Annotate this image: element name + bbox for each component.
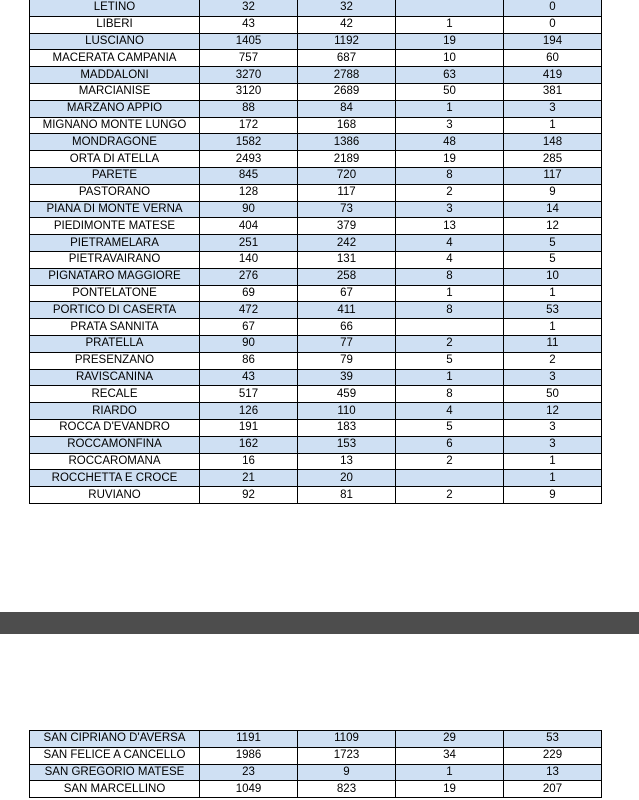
table-body-top [30,0,602,503]
value-b-cell: 687 [298,50,396,67]
comune-cell: SAN MARCELLINO [30,781,200,798]
value-c-cell: 8 [396,386,504,403]
value-d-cell: 229 [504,747,602,764]
value-a-cell: 1049 [200,781,298,798]
value-a-cell: 126 [200,403,298,420]
value-c-cell: 2 [396,453,504,470]
value-c-cell: 10 [396,50,504,67]
value-c-cell: 13 [396,218,504,235]
value-d-cell: 12 [504,403,602,420]
value-c-cell: 1 [396,764,504,781]
table-row [30,369,602,386]
comune-cell: MARZANO APPIO [30,100,200,117]
table-row [30,302,602,319]
comune-cell: ORTA DI ATELLA [30,151,200,168]
value-c-cell: 1 [396,369,504,386]
value-a-cell: 92 [200,487,298,504]
value-a-cell: 43 [200,16,298,33]
page-separator [0,612,639,634]
value-d-cell: 3 [504,100,602,117]
value-c-cell [396,470,504,487]
value-b-cell: 1109 [298,731,396,748]
value-c-cell: 2 [396,335,504,352]
value-b-cell: 1386 [298,134,396,151]
value-b-cell: 2689 [298,83,396,100]
value-b-cell: 242 [298,235,396,252]
table-row [30,470,602,487]
value-c-cell: 8 [396,268,504,285]
value-a-cell: 23 [200,764,298,781]
value-d-cell: 53 [504,302,602,319]
value-b-cell: 258 [298,268,396,285]
table-row [30,117,602,134]
value-c-cell: 48 [396,134,504,151]
value-c-cell: 4 [396,251,504,268]
value-a-cell: 3270 [200,67,298,84]
comune-cell: MADDALONI [30,67,200,84]
value-a-cell: 172 [200,117,298,134]
value-b-cell: 168 [298,117,396,134]
comune-cell: RIARDO [30,403,200,420]
comune-cell: RAVISCANINA [30,369,200,386]
value-d-cell: 10 [504,268,602,285]
value-c-cell: 50 [396,83,504,100]
table-row [30,453,602,470]
value-b-cell: 13 [298,453,396,470]
value-b-cell: 1723 [298,747,396,764]
value-b-cell: 42 [298,16,396,33]
value-c-cell: 29 [396,731,504,748]
value-a-cell: 43 [200,369,298,386]
value-b-cell: 183 [298,419,396,436]
value-b-cell: 411 [298,302,396,319]
comune-cell: MIGNANO MONTE LUNGO [30,117,200,134]
table-row [30,436,602,453]
value-d-cell: 53 [504,731,602,748]
table-row [30,764,602,781]
value-a-cell: 3120 [200,83,298,100]
value-b-cell: 131 [298,251,396,268]
value-a-cell: 191 [200,419,298,436]
value-d-cell: 1 [504,470,602,487]
value-c-cell: 6 [396,436,504,453]
value-a-cell: 1986 [200,747,298,764]
value-c-cell [396,0,504,16]
value-d-cell: 0 [504,16,602,33]
comune-cell: LETINO [30,0,200,16]
comune-cell: ROCCAMONFINA [30,436,200,453]
value-d-cell: 9 [504,487,602,504]
table-row [30,218,602,235]
table-row [30,319,602,336]
value-d-cell: 207 [504,781,602,798]
comune-cell: ROCCAROMANA [30,453,200,470]
table-row [30,285,602,302]
value-c-cell: 2 [396,487,504,504]
comune-cell: PIANA DI MONTE VERNA [30,201,200,218]
table-row [30,33,602,50]
value-c-cell: 34 [396,747,504,764]
comune-cell: RECALE [30,386,200,403]
comune-cell: PORTICO DI CASERTA [30,302,200,319]
value-c-cell: 19 [396,781,504,798]
value-d-cell: 11 [504,335,602,352]
value-d-cell: 3 [504,436,602,453]
comune-cell: SAN GREGORIO MATESE [30,764,200,781]
value-c-cell: 8 [396,302,504,319]
value-d-cell: 381 [504,83,602,100]
value-b-cell: 84 [298,100,396,117]
value-a-cell: 88 [200,100,298,117]
pdf-page-2 [0,634,639,800]
value-b-cell: 73 [298,201,396,218]
table-row [30,781,602,798]
value-a-cell: 128 [200,184,298,201]
value-d-cell: 117 [504,167,602,184]
value-d-cell: 1 [504,453,602,470]
value-a-cell: 162 [200,436,298,453]
value-a-cell: 32 [200,0,298,16]
value-d-cell: 0 [504,0,602,16]
comune-cell: ROCCHETTA E CROCE [30,470,200,487]
value-b-cell: 117 [298,184,396,201]
value-c-cell: 19 [396,151,504,168]
value-b-cell: 2189 [298,151,396,168]
value-d-cell: 285 [504,151,602,168]
comune-cell: SAN FELICE A CANCELLO [30,747,200,764]
value-a-cell: 472 [200,302,298,319]
value-c-cell: 3 [396,201,504,218]
value-d-cell: 9 [504,184,602,201]
value-c-cell: 4 [396,235,504,252]
comune-cell: PIGNATARO MAGGIORE [30,268,200,285]
value-d-cell: 5 [504,235,602,252]
value-b-cell: 79 [298,352,396,369]
municipality-table-top [29,0,602,504]
table-row [30,251,602,268]
table-row [30,50,602,67]
comune-cell: MACERATA CAMPANIA [30,50,200,67]
value-b-cell: 39 [298,369,396,386]
value-d-cell: 1 [504,117,602,134]
value-c-cell: 4 [396,403,504,420]
value-a-cell: 67 [200,319,298,336]
table-row [30,83,602,100]
value-b-cell: 81 [298,487,396,504]
value-a-cell: 845 [200,167,298,184]
value-d-cell: 50 [504,386,602,403]
table-row [30,419,602,436]
value-c-cell: 19 [396,33,504,50]
table-row [30,352,602,369]
value-d-cell: 194 [504,33,602,50]
value-b-cell: 720 [298,167,396,184]
value-d-cell: 3 [504,419,602,436]
value-a-cell: 90 [200,335,298,352]
table-row [30,201,602,218]
value-c-cell [396,319,504,336]
comune-cell: RUVIANO [30,487,200,504]
value-a-cell: 69 [200,285,298,302]
table-row [30,0,602,16]
value-c-cell: 1 [396,100,504,117]
comune-cell: PIETRAVAIRANO [30,251,200,268]
comune-cell: MARCIANISE [30,83,200,100]
value-d-cell: 1 [504,285,602,302]
value-b-cell: 823 [298,781,396,798]
municipality-table-bottom [29,730,602,798]
value-d-cell: 1 [504,319,602,336]
value-a-cell: 251 [200,235,298,252]
value-d-cell: 12 [504,218,602,235]
value-c-cell: 3 [396,117,504,134]
table-row [30,134,602,151]
value-a-cell: 276 [200,268,298,285]
comune-cell: PRATA SANNITA [30,319,200,336]
value-c-cell: 5 [396,419,504,436]
value-a-cell: 1405 [200,33,298,50]
comune-cell: PARETE [30,167,200,184]
table-body-bottom [30,731,602,798]
table-row [30,386,602,403]
table-row [30,335,602,352]
comune-cell: SAN CIPRIANO D'AVERSA [30,731,200,748]
value-b-cell: 2788 [298,67,396,84]
value-a-cell: 1582 [200,134,298,151]
table-row [30,403,602,420]
value-d-cell: 60 [504,50,602,67]
comune-cell: LIBERI [30,16,200,33]
table-row [30,67,602,84]
table-row [30,487,602,504]
value-b-cell: 32 [298,0,396,16]
value-a-cell: 757 [200,50,298,67]
value-a-cell: 1191 [200,731,298,748]
comune-cell: MONDRAGONE [30,134,200,151]
value-c-cell: 8 [396,167,504,184]
table-row [30,151,602,168]
value-d-cell: 5 [504,251,602,268]
value-a-cell: 90 [200,201,298,218]
table-row [30,731,602,748]
value-a-cell: 140 [200,251,298,268]
value-a-cell: 16 [200,453,298,470]
table-row [30,16,602,33]
table-row [30,268,602,285]
value-b-cell: 20 [298,470,396,487]
value-d-cell: 419 [504,67,602,84]
value-b-cell: 1192 [298,33,396,50]
value-b-cell: 110 [298,403,396,420]
value-a-cell: 21 [200,470,298,487]
value-d-cell: 13 [504,764,602,781]
value-d-cell: 2 [504,352,602,369]
value-d-cell: 148 [504,134,602,151]
value-a-cell: 404 [200,218,298,235]
value-b-cell: 9 [298,764,396,781]
value-c-cell: 2 [396,184,504,201]
comune-cell: ROCCA D'EVANDRO [30,419,200,436]
table-row [30,100,602,117]
comune-cell: PIEDIMONTE MATESE [30,218,200,235]
value-c-cell: 63 [396,67,504,84]
table-row [30,235,602,252]
comune-cell: PASTORANO [30,184,200,201]
comune-cell: LUSCIANO [30,33,200,50]
value-b-cell: 67 [298,285,396,302]
comune-cell: PIETRAMELARA [30,235,200,252]
value-b-cell: 459 [298,386,396,403]
value-b-cell: 66 [298,319,396,336]
table-row [30,167,602,184]
value-c-cell: 5 [396,352,504,369]
table-row [30,184,602,201]
value-a-cell: 2493 [200,151,298,168]
value-a-cell: 517 [200,386,298,403]
comune-cell: PRATELLA [30,335,200,352]
value-b-cell: 379 [298,218,396,235]
value-d-cell: 14 [504,201,602,218]
value-c-cell: 1 [396,16,504,33]
value-c-cell: 1 [396,285,504,302]
comune-cell: PONTELATONE [30,285,200,302]
value-d-cell: 3 [504,369,602,386]
comune-cell: PRESENZANO [30,352,200,369]
table-row [30,747,602,764]
value-b-cell: 153 [298,436,396,453]
value-b-cell: 77 [298,335,396,352]
value-a-cell: 86 [200,352,298,369]
